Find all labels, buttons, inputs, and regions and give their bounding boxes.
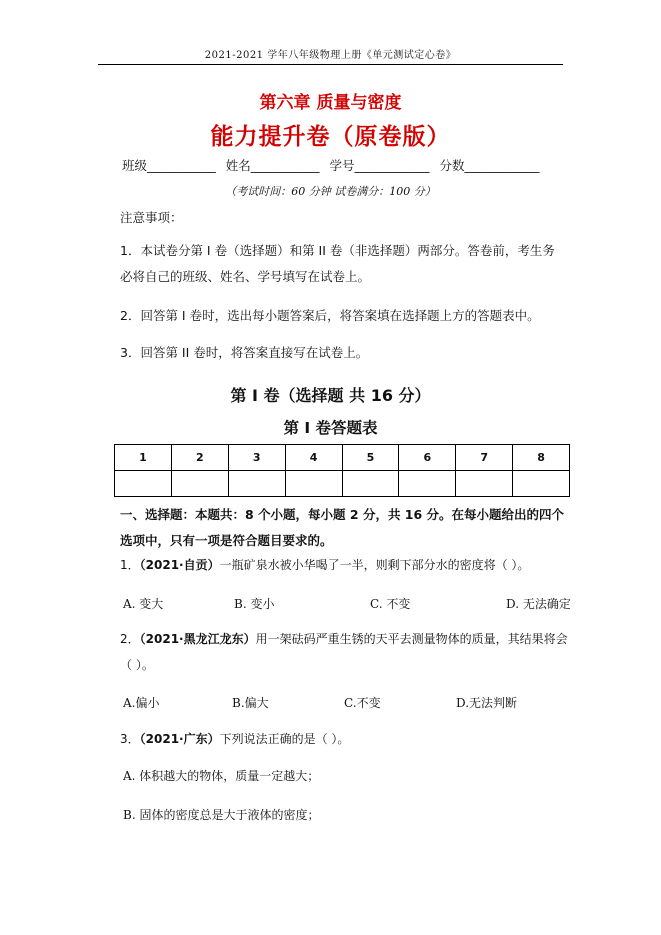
header-divider bbox=[98, 64, 563, 65]
answer-cell[interactable] bbox=[171, 471, 228, 497]
note-item-1: 1．本试卷分第 I 卷（选择题）和第 II 卷（非选择题）两部分。答卷前，考生务必将自己的班级、姓名、学号填写在试卷上。 bbox=[120, 243, 555, 284]
question-3 bbox=[120, 726, 570, 752]
option-b[interactable]: B.偏大 bbox=[232, 696, 269, 710]
student-id-field[interactable]: 学号____________ bbox=[329, 158, 430, 173]
question-number: 1． bbox=[120, 558, 140, 572]
answer-table-title: 第 I 卷答题表 bbox=[283, 419, 378, 437]
answer-col-header: 6 bbox=[399, 445, 456, 471]
option-a[interactable]: A. 体积越大的物体，质量一定越大； bbox=[123, 769, 320, 783]
question-source: （2021·自贡） bbox=[139, 558, 220, 572]
score-field[interactable]: 分数____________ bbox=[439, 158, 540, 173]
choice-section-intro: 一、选择题：本题共：8 个小题，每小题 2 分，共 16 分。在每小题给出的四个选项中，只有一项是符合题目要求的。 bbox=[120, 507, 565, 548]
running-header: 2021-2021 学年八年级物理上册《单元测试定心卷》 bbox=[204, 50, 457, 61]
answer-col-header: 1 bbox=[115, 445, 172, 471]
chapter-title: 第六章 质量与密度 bbox=[259, 93, 402, 113]
question-stem: 下列说法正确的是（ ）。 bbox=[219, 732, 350, 746]
answer-cell[interactable] bbox=[285, 471, 342, 497]
option-d[interactable]: D. 无法确定 bbox=[506, 597, 571, 611]
option-b[interactable]: B. 变小 bbox=[234, 597, 275, 611]
answer-table-input-row bbox=[115, 471, 570, 497]
exam-time-score: （考试时间：60 分钟 试卷满分：100 分） bbox=[225, 185, 436, 198]
question-stem: 用一架砝码严重生锈的天平去测量物体的质量，其结果将会（ ）。 bbox=[120, 632, 568, 672]
answer-cell[interactable] bbox=[228, 471, 285, 497]
question-stem: 一瓶矿泉水被小华喝了一半，则剩下部分水的密度将（ ）。 bbox=[219, 558, 530, 572]
option-b[interactable]: B. 固体的密度总是大于液体的密度； bbox=[123, 808, 320, 822]
question-1 bbox=[120, 552, 570, 578]
option-a[interactable]: A.偏小 bbox=[123, 696, 160, 710]
answer-cell[interactable] bbox=[399, 471, 456, 497]
question-number: 2． bbox=[120, 632, 140, 646]
class-field[interactable]: 班级___________ bbox=[122, 158, 216, 173]
answer-cell[interactable] bbox=[342, 471, 399, 497]
answer-cell[interactable] bbox=[513, 471, 570, 497]
question-source: （2021·黑龙江龙东） bbox=[139, 632, 256, 646]
question-2 bbox=[120, 626, 570, 678]
section-title: 第 I 卷（选择题 共 16 分） bbox=[230, 386, 431, 405]
answer-table bbox=[114, 444, 570, 497]
question-source: （2021·广东） bbox=[139, 732, 220, 746]
option-a[interactable]: A. 变大 bbox=[123, 597, 164, 611]
answer-col-header: 3 bbox=[228, 445, 285, 471]
paper-title: 能力提升卷（原卷版） bbox=[210, 124, 451, 150]
answer-col-header: 4 bbox=[285, 445, 342, 471]
question-number: 3． bbox=[120, 732, 140, 746]
option-c[interactable]: C.不变 bbox=[344, 696, 381, 710]
name-field[interactable]: 姓名___________ bbox=[225, 158, 320, 173]
note-item-2: 2．回答第 I 卷时，选出每小题答案后，将答案填在选择题上方的答题表中。 bbox=[120, 308, 540, 323]
answer-col-header: 2 bbox=[171, 445, 228, 471]
student-info-row bbox=[122, 156, 582, 174]
answer-col-header: 8 bbox=[513, 445, 570, 471]
answer-cell[interactable] bbox=[456, 471, 513, 497]
answer-cell[interactable] bbox=[115, 471, 172, 497]
answer-col-header: 7 bbox=[456, 445, 513, 471]
answer-table-header-row bbox=[115, 445, 570, 471]
note-item-3: 3．回答第 II 卷时，将答案直接写在试卷上。 bbox=[120, 345, 369, 360]
notes-heading: 注意事项： bbox=[120, 210, 183, 225]
answer-col-header: 5 bbox=[342, 445, 399, 471]
option-c[interactable]: C. 不变 bbox=[370, 597, 411, 611]
option-d[interactable]: D.无法判断 bbox=[456, 696, 518, 710]
